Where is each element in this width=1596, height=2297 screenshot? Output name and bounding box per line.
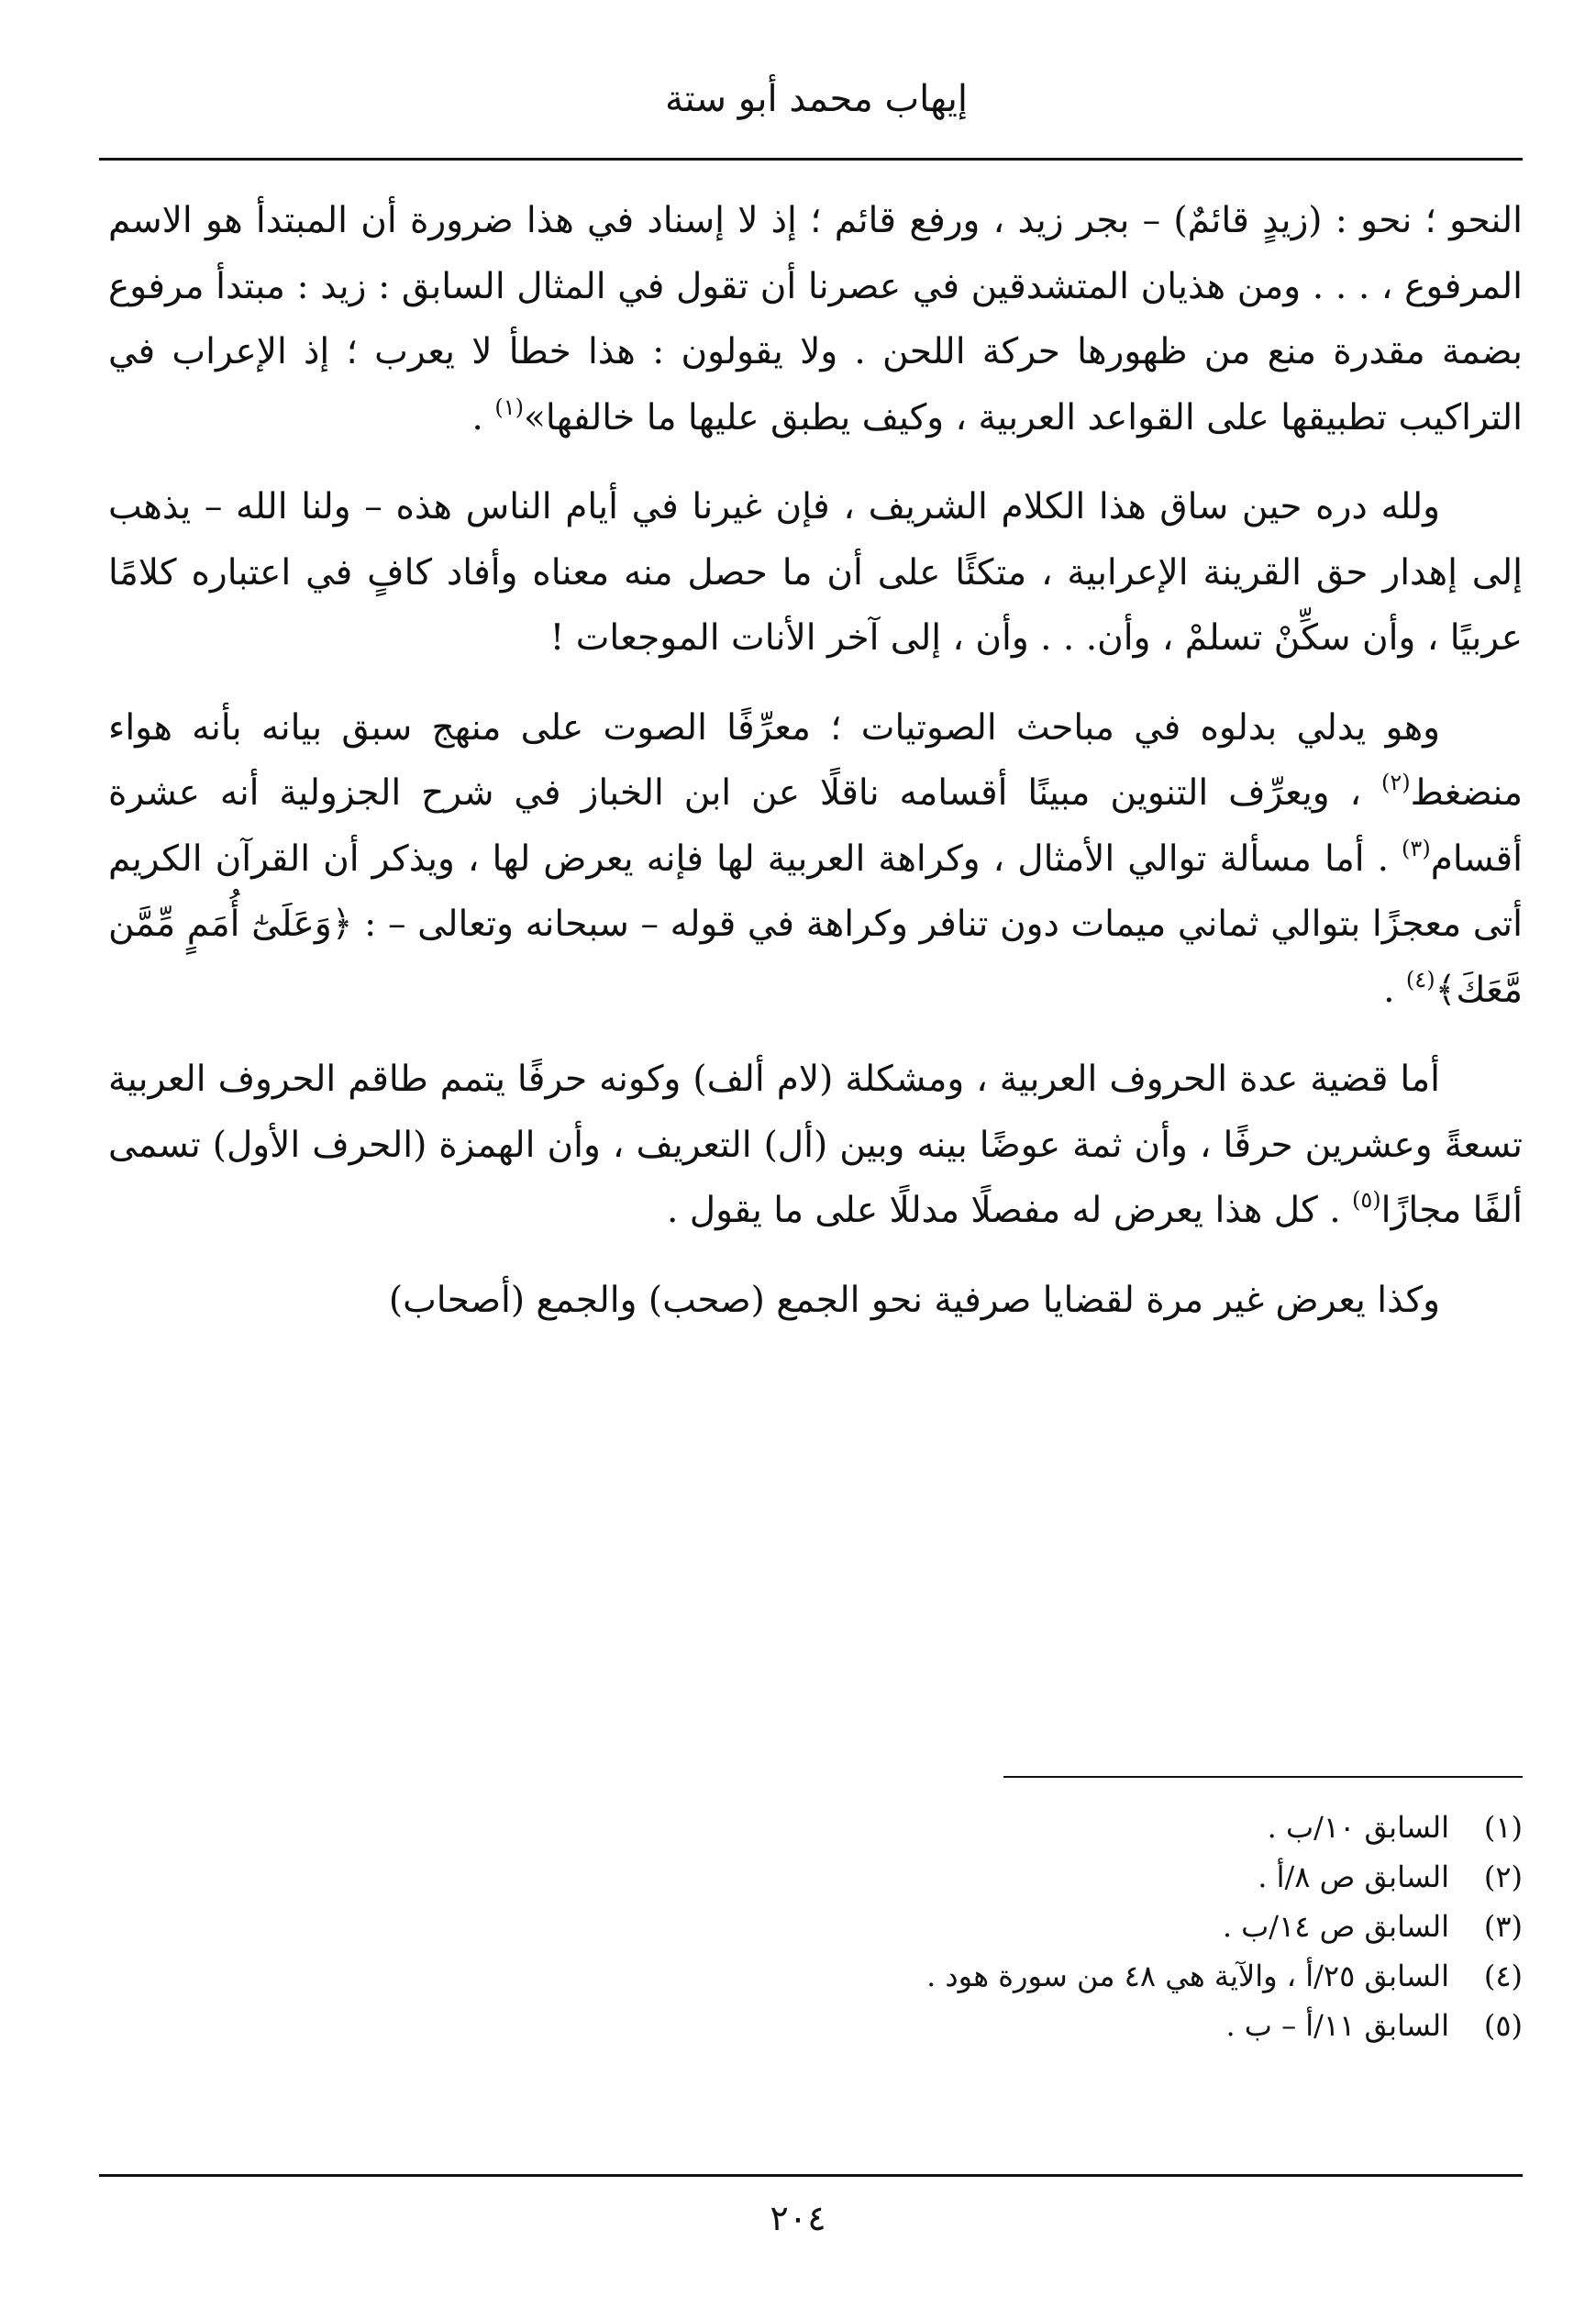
paragraph-5-text: وكذا يعرض غير مرة لقضايا صرفية نحو الجمع (صحب) والجمع (أصحاب) bbox=[388, 1279, 1440, 1321]
paragraph-1 bbox=[108, 188, 1523, 450]
paragraph-4-text-a: أما قضية عدة الحروف العربية ، ومشكلة (لام ألف) وكونه حرفًا يتمم طاقم الحروف العربية تسعةً وعشرين حرفًا ، وأن ثمة عوضًا بينه وبين (أل) التعريف ، وأن الهمزة (الحرف الأول) تسمى ألفًا مجازًا bbox=[108, 1059, 1523, 1231]
paragraph-2 bbox=[108, 474, 1523, 671]
footnote-4 bbox=[367, 1951, 1523, 2001]
footnotes bbox=[367, 1803, 1523, 2050]
footnote-number: (٤) bbox=[1483, 1959, 1523, 1993]
paragraph-2-text: ولله دره حين ساق هذا الكلام الشريف ، فإن غيرنا في أيام الناس هذه – ولنا الله – يذهب إلى إهدار حق القرينة الإعرابية ، متكئًا على أن ما حصل منه معناه وأفاد كافٍ في اعتباره كلامًا عربيًا ، وأن سكِّنْ تسلمْ ، وأن. . . وأن ، إلى آخر الأنات الموجعات ! bbox=[108, 486, 1523, 659]
footnote-3 bbox=[367, 1902, 1523, 1951]
header-rule bbox=[99, 158, 1523, 161]
paragraph-1-tail: . bbox=[471, 396, 495, 438]
footnote-ref-5: (٥) bbox=[1352, 1187, 1381, 1213]
footnote-ref-4: (٤) bbox=[1405, 966, 1435, 993]
footnote-number: (٣) bbox=[1483, 1909, 1523, 1944]
footnote-1 bbox=[367, 1803, 1523, 1852]
footnote-5 bbox=[367, 2001, 1523, 2050]
paragraph-3 bbox=[108, 695, 1523, 1024]
footer-rule bbox=[99, 2174, 1523, 2177]
paragraph-4 bbox=[108, 1047, 1523, 1244]
paragraph-3-text-b: ، ويعرِّف التنوين مبينًا أقسامه ناقلًا عن ابن الخباز في شرح الجزولية أنه عشرة أقسام bbox=[108, 772, 1523, 880]
footnote-rule bbox=[1003, 1776, 1523, 1778]
page-number: ٢٠٤ bbox=[770, 2198, 826, 2238]
footnote-number: (١) bbox=[1483, 1810, 1523, 1845]
footnote-ref-3: (٣) bbox=[1402, 835, 1431, 861]
footnote-text: السابق ٢٥/أ ، والآية هي ٤٨ من سورة هود . bbox=[926, 1959, 1449, 1993]
paragraph-3-text-a: وهو يدلي بدلوه في مباحث الصوتيات ؛ معرِّفًا الصوت على منهج سبق بيانه بأنه هواء منضغط bbox=[108, 706, 1523, 814]
footnote-text: السابق ص ١٤/ب . bbox=[1222, 1909, 1449, 1944]
paragraph-3-text-c: . أما مسألة توالي الأمثال ، وكراهة العربية لها فإنه يعرض لها ، ويذكر أن القرآن الكريم أتى معجزًا بتوالي ثماني ميمات دون تنافر وكراهة في قوله – سبحانه وتعالى – : ﴿وَعَلَىٰٓ أُمَمٍ مِّمَّن مَّعَكَ﴾ bbox=[108, 838, 1523, 1011]
footnote-text: السابق ١٠/ب . bbox=[1267, 1810, 1449, 1845]
footnote-ref-2: (٢) bbox=[1381, 770, 1411, 795]
running-head: إيهاب محمد أبو ستة bbox=[665, 78, 968, 120]
footnote-text: السابق ١١/أ – ب . bbox=[1225, 2008, 1449, 2043]
paragraph-5 bbox=[108, 1268, 1523, 1334]
footnote-text: السابق ص ٨/أ . bbox=[1258, 1859, 1449, 1894]
footnote-ref-1: (١) bbox=[494, 394, 524, 420]
footnote-2 bbox=[367, 1852, 1523, 1902]
footnote-number: (٥) bbox=[1483, 2008, 1523, 2043]
paragraph-3-tail: . bbox=[1383, 969, 1406, 1011]
paragraph-4-text-b: . كل هذا يعرض له مفصلًا مدللًا على ما يقول . bbox=[666, 1190, 1353, 1231]
paragraph-1-text: النحو ؛ نحو : (زيدٍ قائمٌ) – بجر زيد ، ورفع قائم ؛ إذ لا إسناد في هذا ضرورة أن المبتدأ هو الاسم المرفوع ، . . . ومن هذيان المتشدقين في عصرنا أن تقول في المثال السابق : زيد : مبتدأ مرفوع بضمة مقدرة منع من ظهورها حركة اللحن . ولا يقولون : هذا خطأ لا يعرب ؛ إذ الإعراب في التراكيب تطبيقها على القواعد العربية ، وكيف يطبق عليها ما خالفها» bbox=[108, 200, 1523, 438]
main-text bbox=[108, 188, 1523, 1357]
footnote-number: (٢) bbox=[1483, 1859, 1523, 1894]
